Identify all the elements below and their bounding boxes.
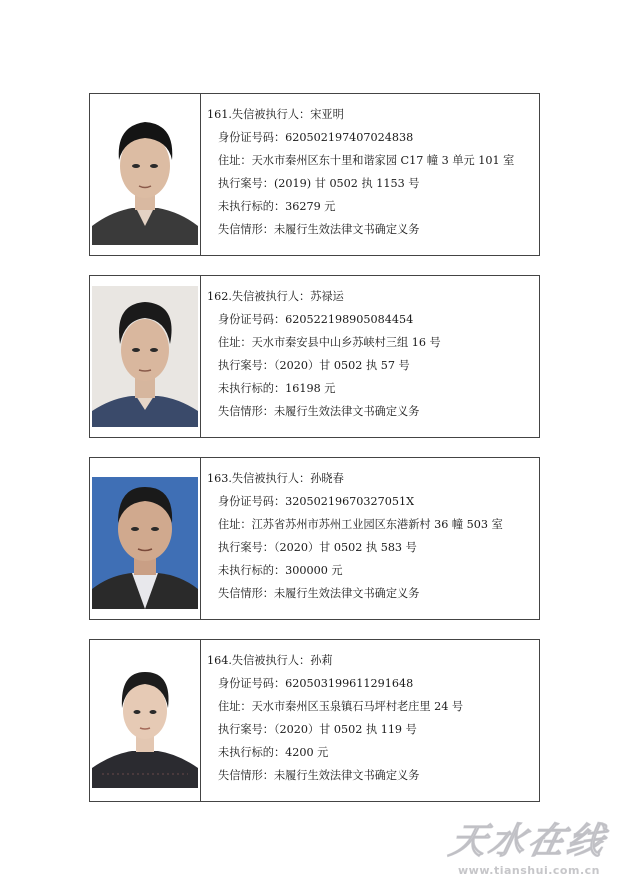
default-situation: 失信情形：未履行生效法律文书确定义务 [218, 587, 420, 600]
person-photo [92, 477, 198, 609]
record-info [207, 649, 535, 787]
record-title: 161.失信被执行人：宋亚明 [207, 108, 344, 121]
case-number: 执行案号：（2020）甘 0502 执 57 号 [218, 359, 410, 372]
person-photo [92, 656, 198, 788]
photo-cell [90, 458, 201, 619]
unexecuted-amount: 未执行标的：300000 元 [218, 564, 343, 577]
record-info [207, 467, 535, 605]
address: 住址：天水市秦安县中山乡苏峡村三组 16 号 [218, 336, 441, 349]
unexecuted-amount: 未执行标的：36279 元 [218, 200, 336, 213]
case-number: 执行案号：（2020）甘 0502 执 119 号 [218, 723, 417, 736]
record-card [89, 457, 540, 620]
record-title: 162.失信被执行人：苏禄运 [207, 290, 344, 303]
address: 住址：江苏省苏州市苏州工业园区东港新村 36 幢 503 室 [218, 518, 503, 531]
record-card [89, 639, 540, 802]
record-title: 163.失信被执行人：孙晓春 [207, 472, 344, 485]
watermark-logo: 天水在线 [445, 821, 611, 862]
case-number: 执行案号：（2020）甘 0502 执 583 号 [218, 541, 417, 554]
record-title: 164.失信被执行人：孙莉 [207, 654, 333, 667]
person-photo-icon [92, 477, 198, 609]
case-number: 执行案号：(2019) 甘 0502 执 1153 号 [218, 177, 420, 190]
photo-cell [90, 94, 201, 255]
watermark-url: www.tianshui.com.cn [458, 864, 600, 877]
id-number: 身份证号码：620502197407024838 [218, 131, 414, 144]
photo-cell [90, 640, 201, 801]
site-watermark [434, 813, 624, 887]
default-situation: 失信情形：未履行生效法律文书确定义务 [218, 769, 420, 782]
address: 住址：天水市秦州区东十里和谐家园 C17 幢 3 单元 101 室 [218, 154, 515, 167]
id-number: 身份证号码：32050219670327051X [218, 495, 415, 508]
record-card [89, 93, 540, 256]
person-photo [92, 286, 198, 427]
default-situation: 失信情形：未履行生效法律文书确定义务 [218, 223, 420, 236]
id-number: 身份证号码：620503199611291648 [218, 677, 414, 690]
person-photo-icon [92, 104, 198, 245]
record-card [89, 275, 540, 438]
record-info [207, 285, 535, 423]
person-photo-icon [92, 656, 198, 788]
person-photo-icon [92, 286, 198, 427]
record-info [207, 103, 535, 241]
address: 住址：天水市秦州区玉泉镇石马坪村老庄里 24 号 [218, 700, 464, 713]
person-photo [92, 104, 198, 245]
id-number: 身份证号码：620522198905084454 [218, 313, 414, 326]
photo-cell [90, 276, 201, 437]
unexecuted-amount: 未执行标的：4200 元 [218, 746, 329, 759]
default-situation: 失信情形：未履行生效法律文书确定义务 [218, 405, 420, 418]
unexecuted-amount: 未执行标的：16198 元 [218, 382, 336, 395]
